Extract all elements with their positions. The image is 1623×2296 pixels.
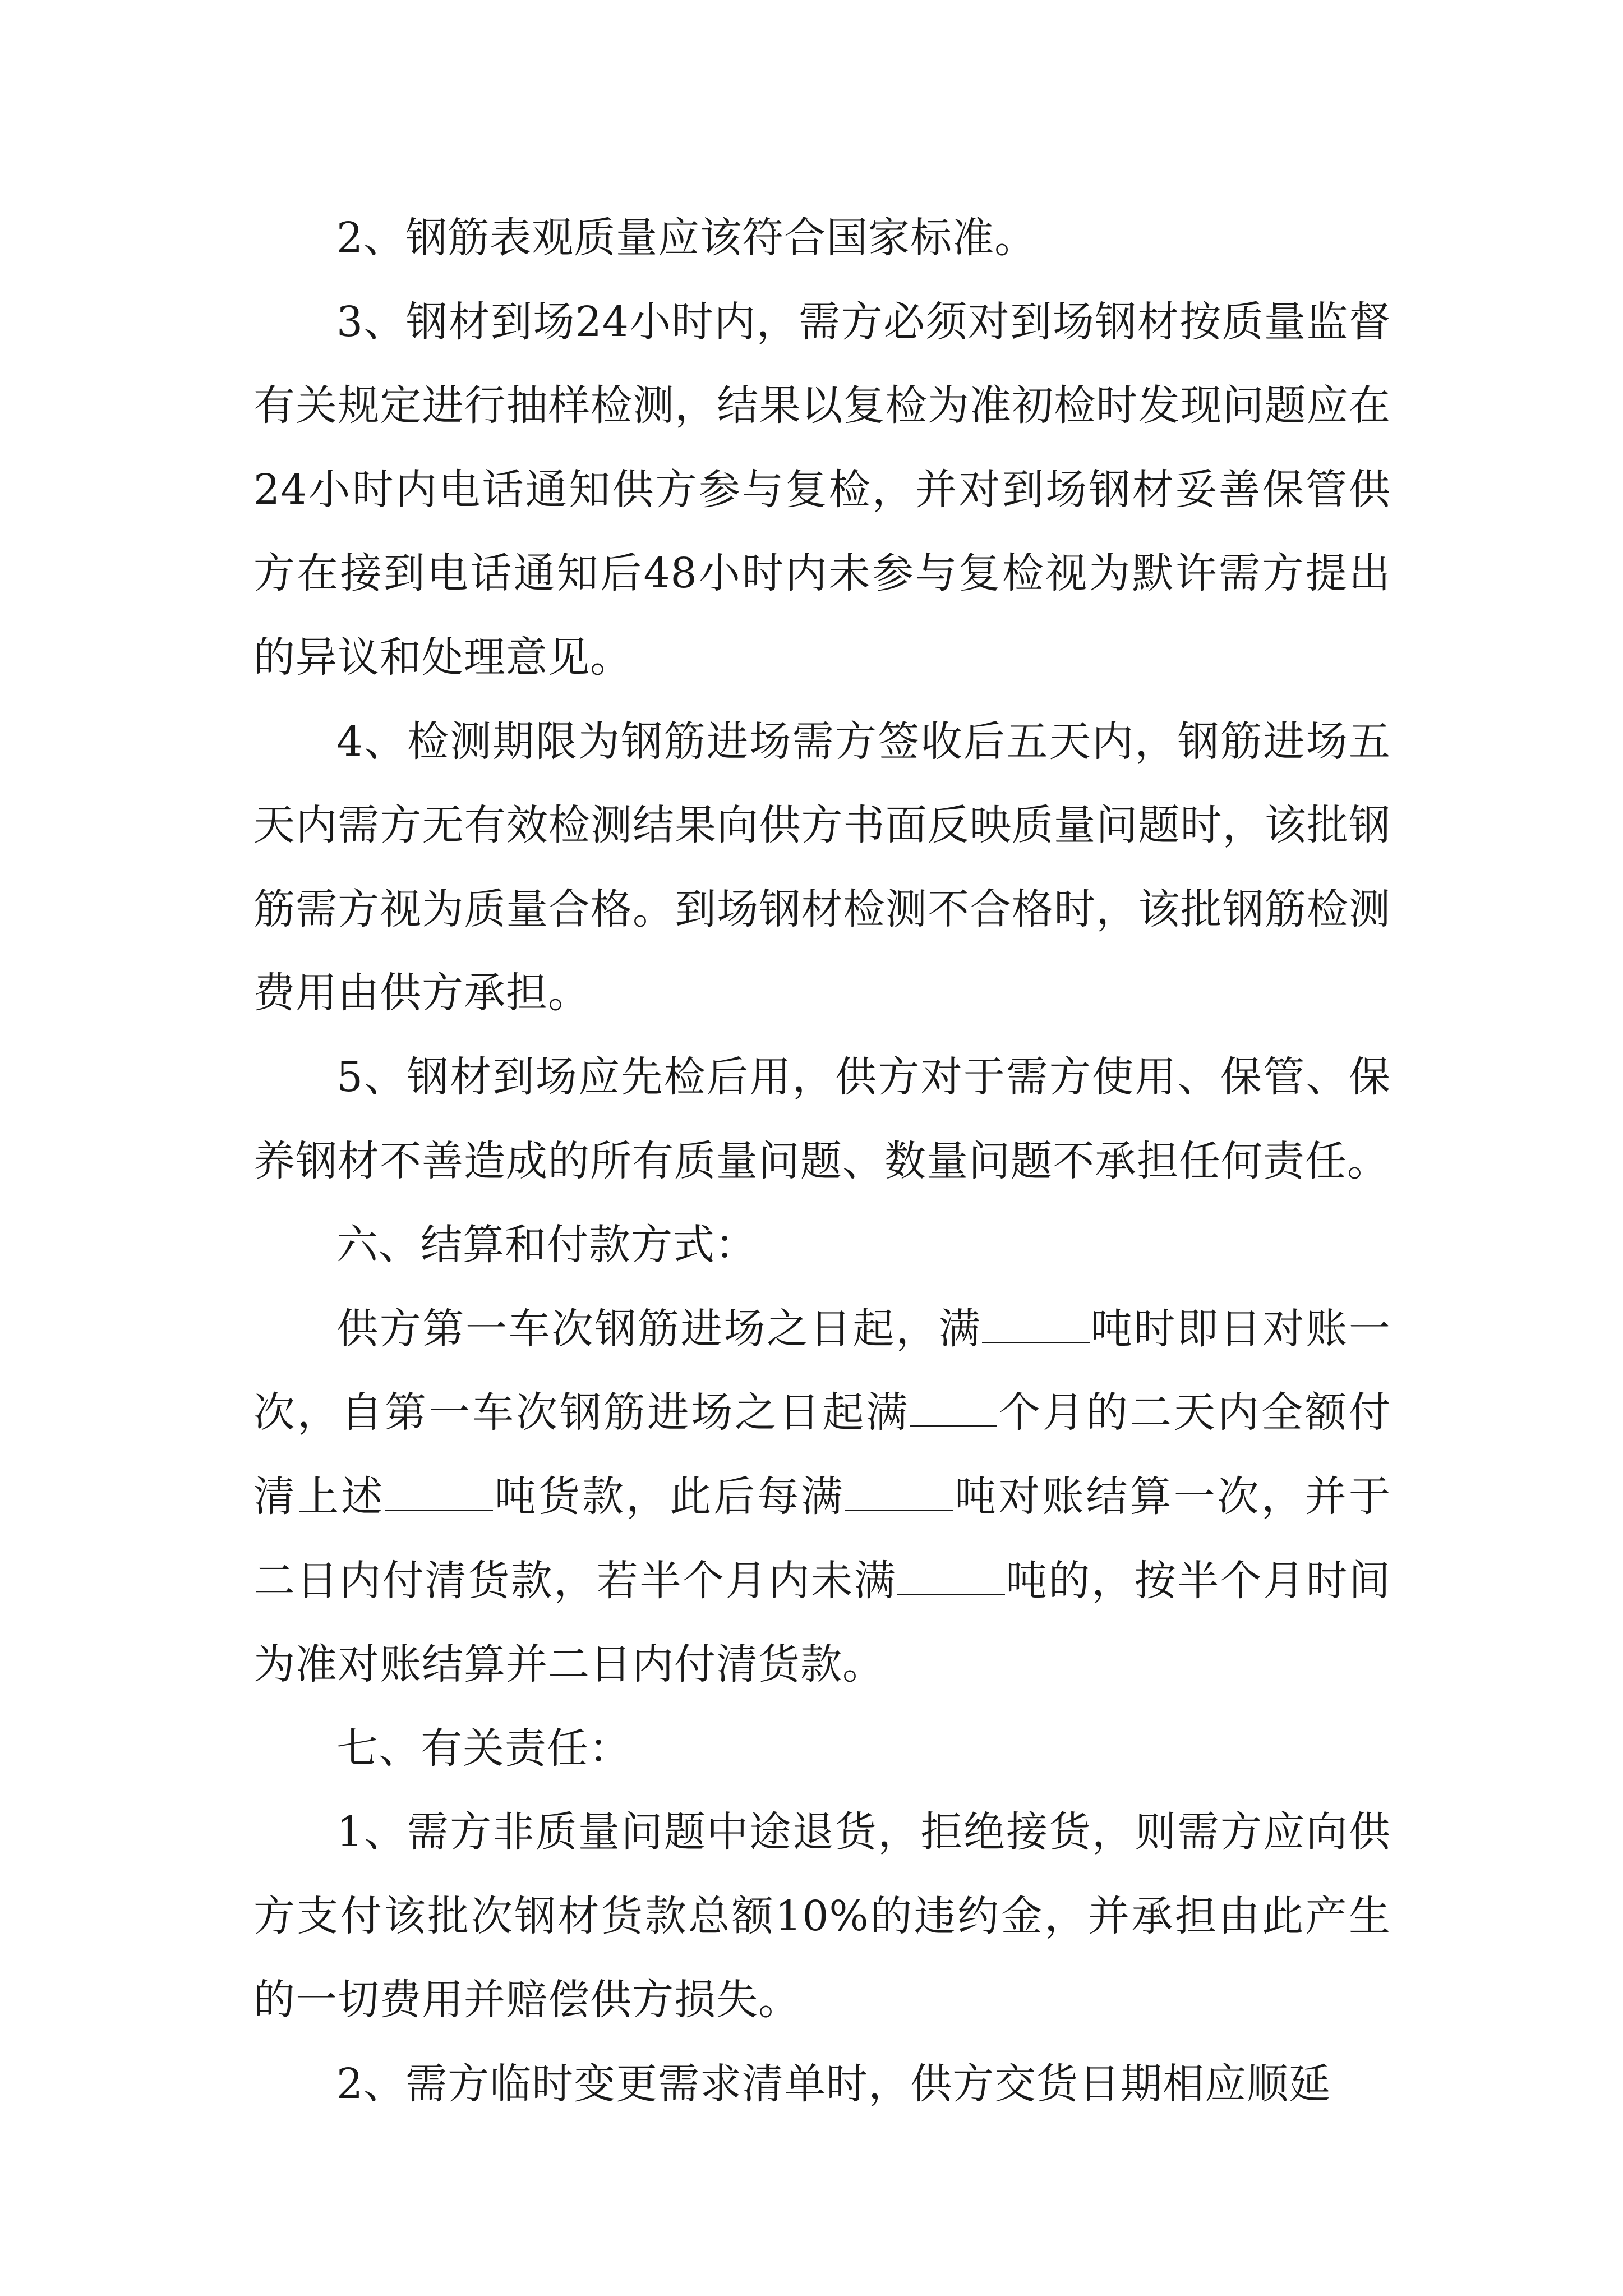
section-6-settlement-text (253, 1287, 1391, 1707)
clause-3-sampling-inspection: 3、钢材到场24小时内，需方必须对到场钢材按质量监督有关规定进行抽样检测，结果以复检为准初检时发现问题应在24小时内电话通知供方参与复检，并对到场钢材妥善保管供方在接到电话通知后48小时内未参与复检视为默许需方提出的异议和处理意见。 (253, 297, 1391, 682)
blank-field-tonnage-4 (897, 1556, 1004, 1595)
document-page (253, 196, 1391, 2127)
clause-7-1-return-penalty: 1、需方非质量问题中途退货，拒绝接货，则需方应向供方支付该批次钢材货款总额10%的违约金，并承担由此产生的一切费用并赔偿供方损失。 (253, 1808, 1391, 2024)
blank-field-tonnage-2 (385, 1472, 492, 1511)
section-7-heading: 七、有关责任： (336, 1724, 631, 1773)
section-6-heading: 六、结算和付款方式： (336, 1221, 757, 1269)
blank-field-tonnage-3 (845, 1472, 953, 1511)
settlement-part-5: 吨对账结算一次，并于二日内付清货款，若半个月内未满 (253, 1472, 1391, 1605)
clause-5-inspect-before-use: 5、钢材到场应先检后用，供方对于需方使用、保管、保养钢材不善造成的所有质量问题、数量问题不承担任何责任。 (253, 1052, 1391, 1185)
settlement-part-6: 吨的，按半个月时间为准对账结算并二日内付清货款。 (253, 1556, 1391, 1689)
clause-4-inspection-period: 4、检测期限为钢筋进场需方签收后五天内，钢筋进场五天内需方无有效检测结果向供方书面反映质量问题时，该批钢筋需方视为质量合格。到场钢材检测不合格时，该批钢筋检测费用由供方承担。 (253, 717, 1391, 1018)
clause-2-surface-quality: 2、钢筋表观质量应该符合国家标准。 (336, 214, 1037, 262)
blank-field-tonnage-1 (982, 1304, 1090, 1343)
settlement-part-3: 个月的二天内全额付清上述 (253, 1388, 1391, 1521)
settlement-part-4: 吨货款，此后每满 (492, 1472, 845, 1521)
blank-field-months (910, 1388, 997, 1427)
clause-7-2-change-list: 2、需方临时变更需求清单时，供方交货日期相应顺延 (336, 2060, 1331, 2109)
settlement-part-1: 供方第一车次钢筋进场之日起，满 (336, 1304, 982, 1353)
settlement-part-2: 吨时即日对账一次，自第一车次钢筋进场之日起满 (253, 1304, 1391, 1437)
